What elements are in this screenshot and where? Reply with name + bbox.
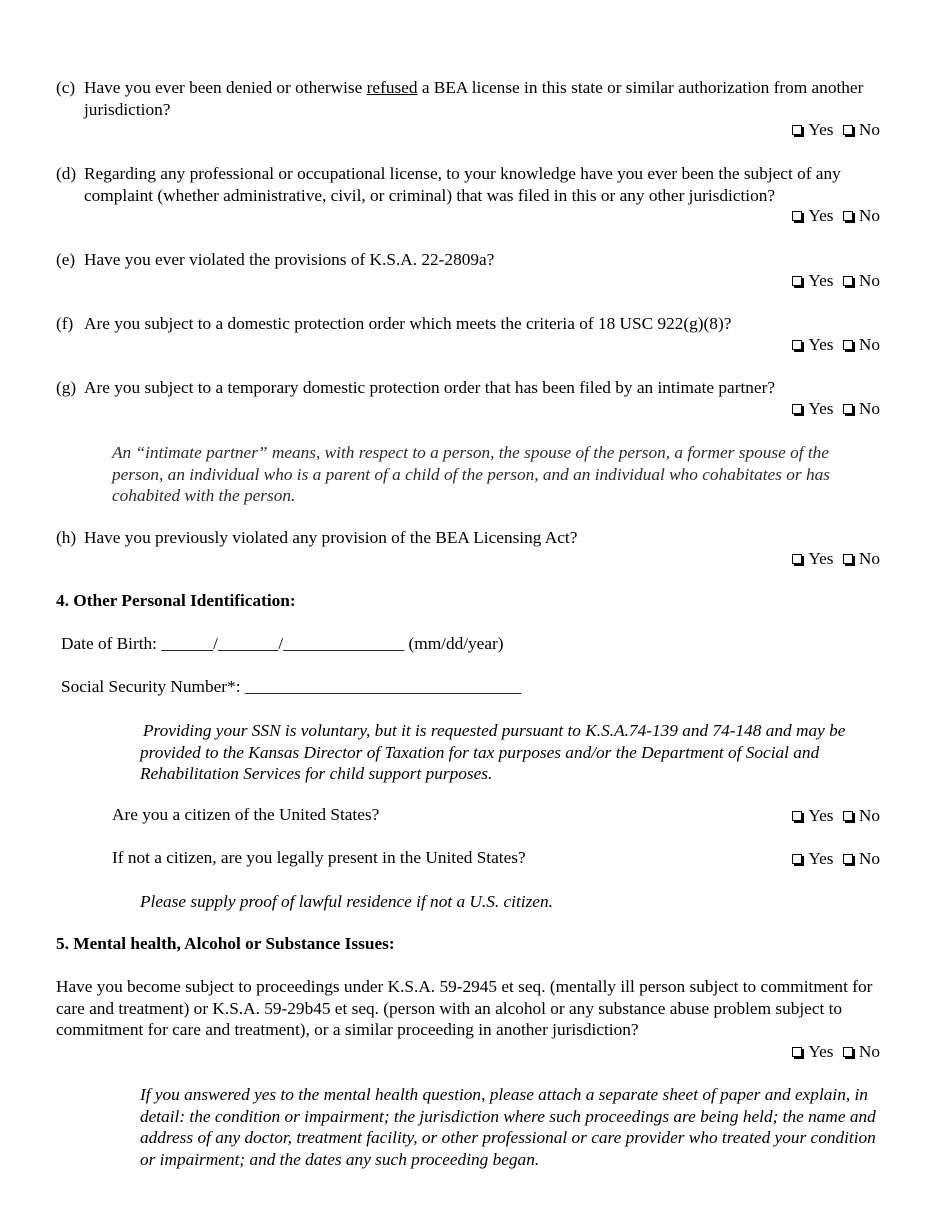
no-label: No [858, 806, 880, 825]
question-e [56, 249, 890, 271]
question-label: (h) [56, 528, 77, 547]
yes-no-h [792, 548, 880, 570]
question-d [56, 163, 890, 207]
yes-label: Yes [808, 849, 834, 868]
ssn-field[interactable]: Social Security Number*: ________________________________ [61, 677, 522, 696]
date-of-birth-field[interactable]: Date of Birth: ______/_______/______________ (mm/dd/year) [61, 634, 504, 653]
yes-checkbox[interactable] [792, 125, 802, 135]
section-5-heading: 5. Mental health, Alcohol or Substance Issues: [56, 934, 395, 953]
yes-no-d [792, 205, 880, 227]
question-label: (c) [56, 78, 76, 97]
question-text: Are you subject to a temporary domestic protection order that has been filed by an intimate partner? [84, 378, 776, 397]
underlined-word: refused [366, 78, 418, 97]
no-label: No [858, 399, 880, 418]
yes-label: Yes [808, 399, 834, 418]
yes-checkbox[interactable] [792, 554, 802, 564]
yes-label: Yes [808, 271, 834, 290]
yes-checkbox[interactable] [792, 211, 802, 221]
yes-no-e [792, 270, 880, 292]
question-label: (g) [56, 378, 77, 397]
ssn-note: Providing your SSN is voluntary, but it is requested pursuant to K.S.A.74-139 and 74-148 and may be provided to the Kansas Director of Taxation for tax purposes and/or the Department of Social and Rehabilitation Services for child support purposes. [140, 721, 846, 784]
yes-label: Yes [808, 549, 834, 568]
yes-checkbox[interactable] [792, 1047, 802, 1057]
yes-no-g [792, 398, 880, 420]
no-label: No [858, 206, 880, 225]
yes-label: Yes [808, 335, 834, 354]
no-checkbox[interactable] [843, 811, 853, 821]
question-label: (d) [56, 164, 77, 183]
yes-label: Yes [808, 1042, 834, 1061]
yes-checkbox[interactable] [792, 811, 802, 821]
yes-no-c [792, 119, 880, 141]
question-text: Have you previously violated any provision of the BEA Licensing Act? [84, 528, 578, 547]
mental-health-question: Have you become subject to proceedings under K.S.A. 59-2945 et seq. (mentally ill person subject to commitment for care and treatment) or K.S.A. 59-29b45 et seq. (person with an alcohol or any substance abuse problem subject to commitment for care and treatment), or a similar proceeding in another jurisdiction? [56, 977, 873, 1040]
no-checkbox[interactable] [843, 211, 853, 221]
no-checkbox[interactable] [843, 276, 853, 286]
yes-no-legally-present [792, 848, 880, 870]
question-label: (e) [56, 250, 76, 269]
question-h [56, 527, 890, 549]
yes-label: Yes [808, 206, 834, 225]
no-label: No [858, 549, 880, 568]
yes-label: Yes [808, 806, 834, 825]
yes-checkbox[interactable] [792, 276, 802, 286]
question-label: (f) [56, 314, 74, 333]
intimate-partner-note: An “intimate partner” means, with respect to a person, the spouse of the person, a former spouse of the person, an individual who is a parent of a child of the person, and an individual who cohabitates or has cohabited with the person. [112, 443, 830, 506]
citizen-question: Are you a citizen of the United States? [112, 805, 380, 824]
no-label: No [858, 335, 880, 354]
yes-no-mental-health [792, 1041, 880, 1063]
no-checkbox[interactable] [843, 854, 853, 864]
question-text [84, 77, 890, 121]
yes-checkbox[interactable] [792, 854, 802, 864]
question-c [56, 77, 890, 121]
yes-label: Yes [808, 120, 834, 139]
yes-no-f [792, 334, 880, 356]
question-text: Have you ever violated the provisions of K.S.A. 22-2809a? [84, 250, 495, 269]
section-4-heading: 4. Other Personal Identification: [56, 591, 296, 610]
no-checkbox[interactable] [843, 404, 853, 414]
no-label: No [858, 849, 880, 868]
question-text: Regarding any professional or occupational license, to your knowledge have you ever been the subject of any complaint (whether administrative, civil, or criminal) that was filed in this or any other jurisdiction? [84, 164, 841, 205]
no-label: No [858, 120, 880, 139]
yes-no-citizen [792, 805, 880, 827]
question-g [56, 377, 890, 399]
yes-checkbox[interactable] [792, 340, 802, 350]
no-label: No [858, 271, 880, 290]
question-text-part: a BEA license in this state or similar authorization from another jurisdiction? [84, 78, 864, 119]
mental-health-note: If you answered yes to the mental health question, please attach a separate sheet of paper and explain, in detail: the condition or impairment; the jurisdiction where such proceedings are being held; the name and address of any doctor, treatment facility, or other professional or care provider who treated your condition or impairment; and the dates any such proceeding began. [140, 1085, 876, 1170]
no-checkbox[interactable] [843, 125, 853, 135]
question-text-part: Have you ever been denied or otherwise [84, 78, 367, 97]
question-f [56, 313, 890, 335]
legally-present-question: If not a citizen, are you legally present in the United States? [112, 848, 526, 867]
question-text: Are you subject to a domestic protection order which meets the criteria of 18 USC 922(g)(8)? [84, 314, 732, 333]
no-checkbox[interactable] [843, 340, 853, 350]
no-checkbox[interactable] [843, 554, 853, 564]
proof-of-residence-note: Please supply proof of lawful residence if not a U.S. citizen. [140, 892, 553, 911]
no-label: No [858, 1042, 880, 1061]
no-checkbox[interactable] [843, 1047, 853, 1057]
yes-checkbox[interactable] [792, 404, 802, 414]
